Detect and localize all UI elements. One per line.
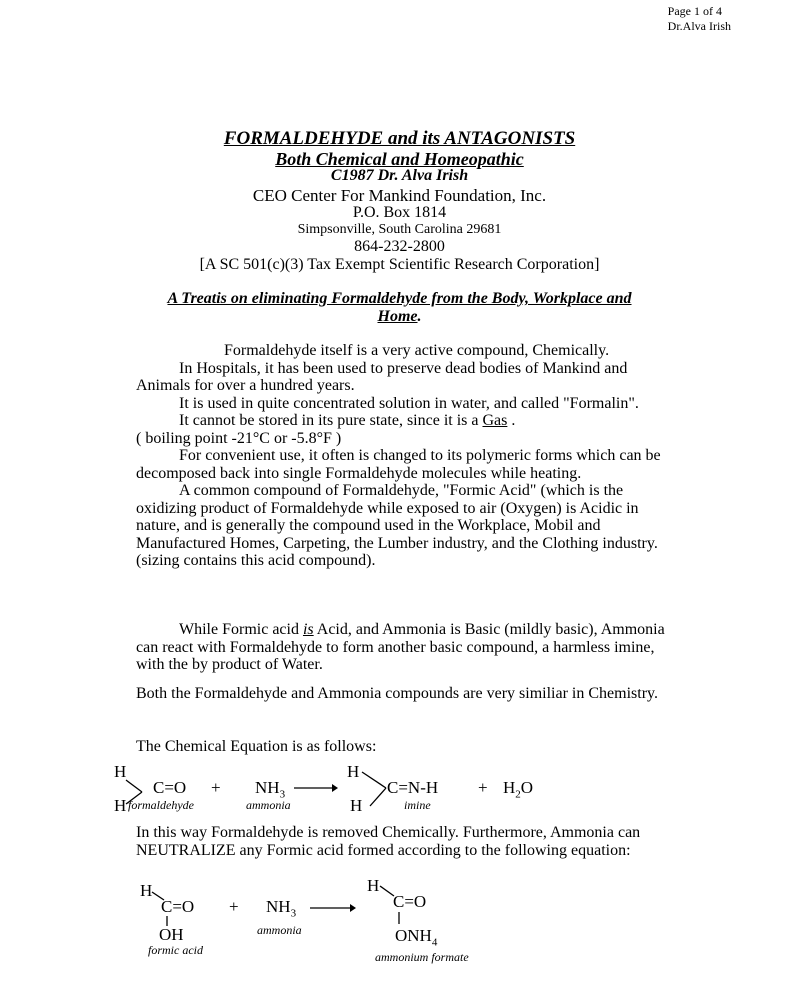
- doc-title-line2: Both Chemical and Homeopathic: [275, 149, 524, 169]
- reaction-arrow-2-icon: [310, 900, 356, 916]
- paragraph-formic-acid: A common compound of Formaldehyde, "Formic Acid" (which is the oxidizing product of Formaldehyde while exposed to air (Oxygen) is Acidic in nature, and is generally the compound used in the Workplace, Mobil and Manufactured Homes, Carpeting, the Lumber industry, and the Clothing industry. (sizing contains this acid compound).: [136, 482, 658, 569]
- paragraph-ammonia: [136, 621, 671, 674]
- label-ammonia-2: ammonia: [257, 923, 302, 937]
- eq1-h-bottom: H: [114, 796, 127, 815]
- org-status: [A SC 501(c)(3) Tax Exempt Scientific Research Corporation]: [199, 256, 600, 273]
- eq1-plus: +: [211, 778, 221, 797]
- reaction-arrow-icon: [294, 780, 338, 796]
- bond-product-lower: [370, 788, 386, 806]
- eq2-carbonyl: C=O: [161, 897, 195, 916]
- paragraph-intro: Formaldehyde itself is a very active compound, Chemically.: [224, 342, 610, 359]
- subtitle-line1: A Treatis on eliminating Formaldehyde from the Body, Workplace and: [167, 290, 632, 307]
- ammonia-text-b: Acid, and Ammonia is Basic (mildly basic), Ammonia can react with Formaldehyde to form another basic compound, a harmless imine, with the by product of Water.: [136, 621, 665, 673]
- eq1-plus2: +: [478, 778, 488, 797]
- eq1-imine: C=N-H: [387, 778, 439, 797]
- label-formaldehyde: formaldehyde: [128, 798, 194, 812]
- eq1-h-top: H: [114, 762, 127, 781]
- paragraph-equation-intro: The Chemical Equation is as follows:: [136, 738, 377, 755]
- paragraph-hospitals: In Hospitals, it has been used to preserve dead bodies of Mankind and Animals for over a hundred years.: [136, 359, 628, 394]
- label-formic-acid: formic acid: [148, 943, 203, 957]
- ammonia-text: [136, 621, 671, 674]
- paragraph-formalin: It is used in quite concentrated solution in water, and called "Formalin".: [179, 394, 639, 412]
- eq2-product-carbonyl: C=O: [393, 892, 427, 911]
- paragraph-neutralize: In this way Formaldehyde is removed Chemically. Furthermore, Ammonia can NEUTRALIZE any Formic acid formed according to the following equation:: [136, 824, 641, 859]
- eq1-water-h: H: [503, 778, 516, 797]
- header-author: Dr.Alva Irish: [667, 19, 731, 33]
- org-pobox: P.O. Box 1814: [352, 204, 447, 221]
- paragraph-gas: [136, 412, 671, 430]
- eq2-plus: +: [229, 897, 239, 916]
- body-section-1: [136, 342, 671, 570]
- org-phone: 864-232-2800: [354, 238, 445, 255]
- label-imine: imine: [404, 798, 431, 812]
- page-number: Page 1 of 4: [667, 4, 722, 18]
- eq1-water: [503, 778, 533, 800]
- paragraph-boiling-point: ( boiling point -21°C or -5.8°F ): [136, 429, 342, 447]
- subtitle-line2: [0, 308, 799, 326]
- ammonia-text-a: While Formic acid: [179, 621, 303, 638]
- page-header: [668, 4, 731, 34]
- ammonia-is: is: [302, 621, 314, 638]
- subtitle-period: .: [417, 308, 422, 325]
- eq1-carbonyl: C=O: [153, 778, 187, 797]
- gas-text: It cannot be stored in its pure state, since it is a: [179, 412, 483, 429]
- subtitle-home: Home: [377, 308, 418, 325]
- eq2-product-bond-o: [396, 910, 402, 926]
- doc-title: FORMALDEHYDE and its ANTAGONISTS: [223, 128, 576, 149]
- eq1-water-sub: 2: [515, 788, 521, 801]
- eq2-h: H: [140, 881, 153, 900]
- gas-word: Gas: [482, 412, 508, 429]
- eq1-nh: NH: [255, 778, 280, 797]
- eq2-onh: ONH: [395, 926, 432, 945]
- eq2-onh-sub: 4: [431, 936, 438, 949]
- eq1-product-h-bottom: H: [350, 796, 363, 815]
- label-ammonia: ammonia: [246, 798, 291, 812]
- gas-end: .: [507, 412, 516, 429]
- eq2-product-h: H: [367, 876, 380, 895]
- eq1-water-o: O: [520, 778, 534, 797]
- org-city: Simpsonville, South Carolina 29681: [297, 222, 502, 237]
- eq1-nh-sub: 3: [279, 788, 286, 801]
- eq2-nh-sub: 3: [290, 907, 297, 920]
- label-ammonium-formate: ammonium formate: [375, 950, 469, 964]
- bond-upper: [126, 780, 142, 792]
- eq2-nh: NH: [266, 897, 291, 916]
- paragraph-polymeric: For convenient use, it often is changed to its polymeric forms which can be decomposed back into single Formaldehyde molecules while heating.: [136, 447, 661, 482]
- eq2-product-onh: [395, 926, 437, 948]
- paragraph-similar: Both the Formaldehyde and Ammonia compounds are very similiar in Chemistry.: [136, 685, 658, 702]
- copyright-line: C1987 Dr. Alva Irish: [330, 167, 469, 184]
- eq2-ammonia: [266, 897, 296, 919]
- eq1-product-h-top: H: [347, 762, 360, 781]
- org-ceo-line: CEO Center For Mankind Foundation, Inc.: [252, 186, 547, 205]
- bond-product-upper: [362, 772, 386, 788]
- eq2-oh: OH: [159, 925, 184, 944]
